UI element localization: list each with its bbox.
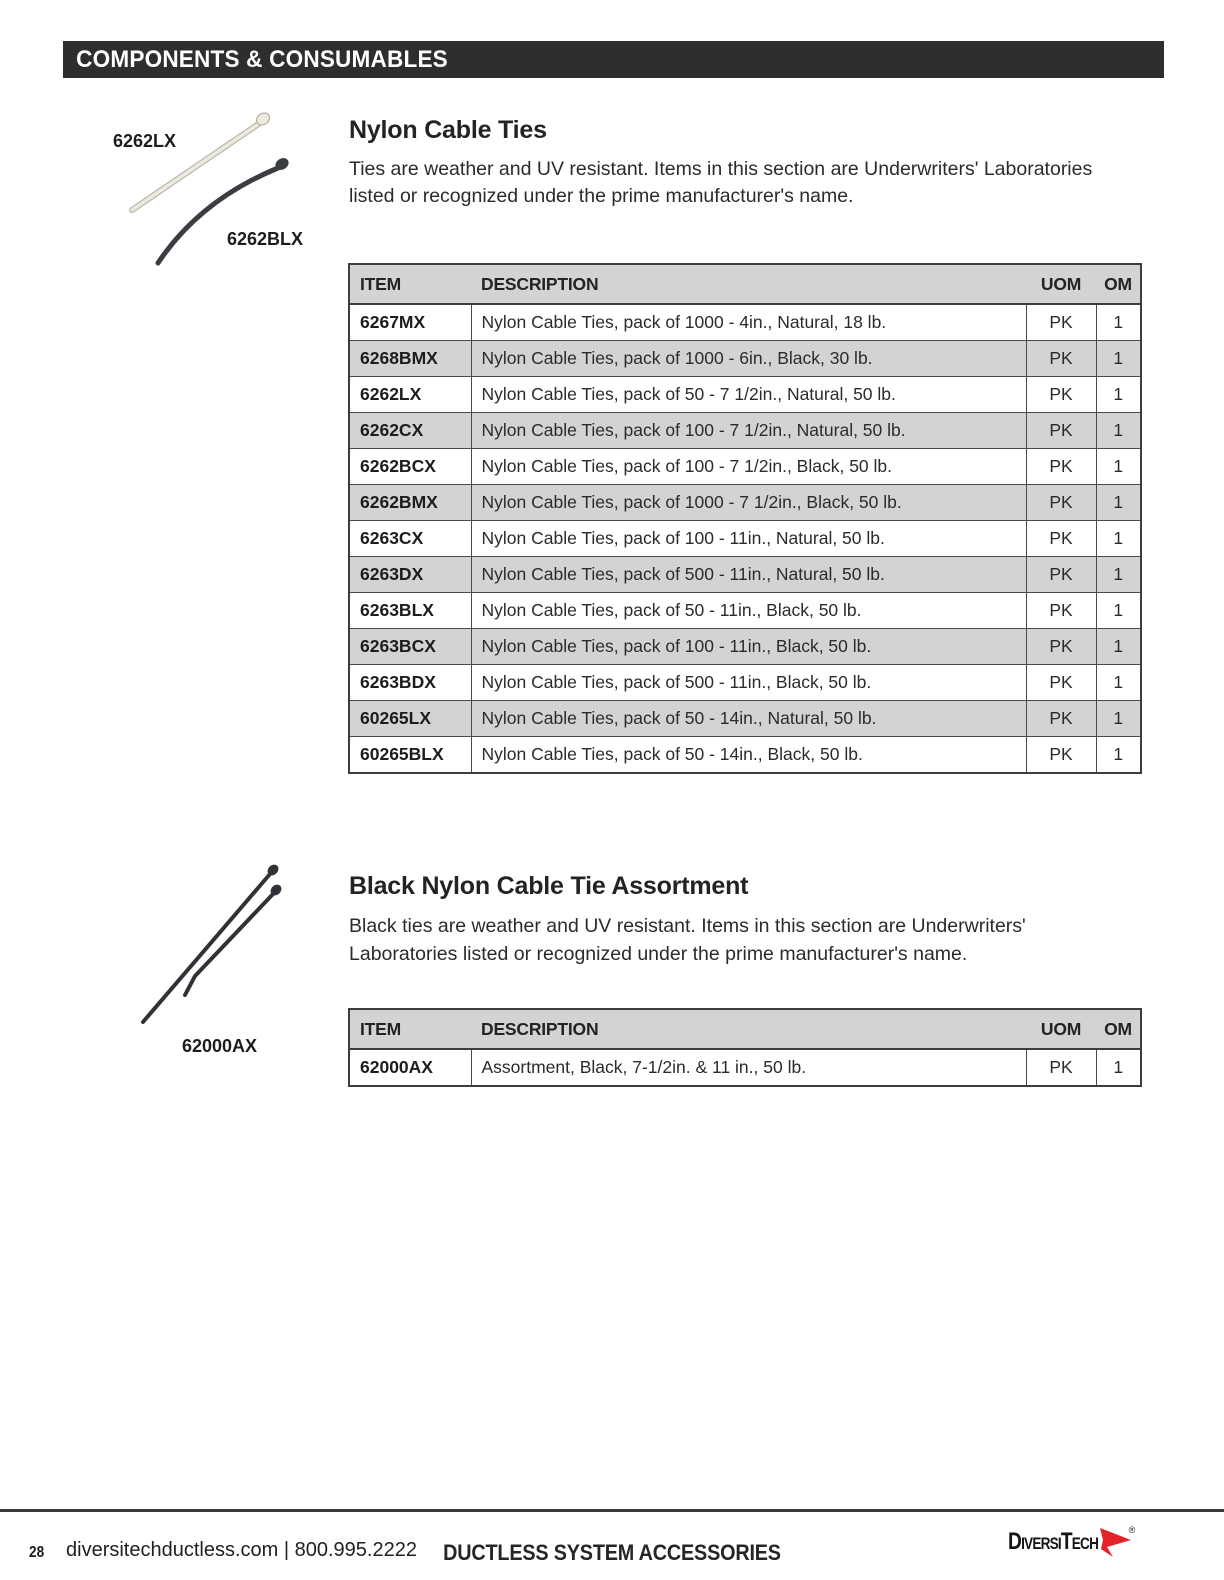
assortment-table	[348, 1008, 1142, 1087]
assortment-image	[135, 848, 300, 1038]
column-header-uom: UOM	[1026, 264, 1096, 304]
item-description: Nylon Cable Ties, pack of 1000 - 4in., Natural, 18 lb.	[471, 304, 1026, 341]
product-label-6262blx: 6262BLX	[227, 229, 304, 249]
item-uom: PK	[1026, 341, 1096, 377]
item-om: 1	[1096, 593, 1141, 629]
table-row	[349, 557, 1141, 593]
item-code: 60265BLX	[349, 737, 471, 774]
item-uom: PK	[1026, 1049, 1096, 1086]
item-description: Nylon Cable Ties, pack of 100 - 7 1/2in., Black, 50 lb.	[471, 449, 1026, 485]
nylon-cable-ties-table	[348, 263, 1142, 774]
item-code: 6268BMX	[349, 341, 471, 377]
footer-contact: diversitechductless.com | 800.995.2222	[66, 1539, 417, 1561]
section-title-nylon-cable-ties: Nylon Cable Ties	[349, 116, 547, 144]
table-row	[349, 629, 1141, 665]
item-om: 1	[1096, 701, 1141, 737]
item-description: Nylon Cable Ties, pack of 50 - 7 1/2in., Natural, 50 lb.	[471, 377, 1026, 413]
section-banner	[63, 41, 1164, 78]
item-code: 6263DX	[349, 557, 471, 593]
item-om: 1	[1096, 341, 1141, 377]
column-header-item: ITEM	[349, 264, 471, 304]
item-description: Nylon Cable Ties, pack of 1000 - 6in., Black, 30 lb.	[471, 341, 1026, 377]
item-uom: PK	[1026, 485, 1096, 521]
item-om: 1	[1096, 737, 1141, 774]
item-om: 1	[1096, 377, 1141, 413]
item-description: Nylon Cable Ties, pack of 500 - 11in., Natural, 50 lb.	[471, 557, 1026, 593]
table-row	[349, 665, 1141, 701]
item-om: 1	[1096, 629, 1141, 665]
registered-trademark: ®	[1128, 1525, 1136, 1535]
banner-title: COMPONENTS & CONSUMABLES	[76, 45, 448, 73]
table-header-row	[349, 264, 1141, 304]
table-row	[349, 737, 1141, 774]
table-row	[349, 593, 1141, 629]
section-title-black-assortment: Black Nylon Cable Tie Assortment	[349, 872, 749, 900]
brand-name: DiversiTech	[1008, 1528, 1099, 1555]
brand-arrow-icon	[1099, 1526, 1133, 1560]
table-row	[349, 377, 1141, 413]
table-row	[349, 304, 1141, 341]
column-header-item: ITEM	[349, 1009, 471, 1049]
table-row	[349, 701, 1141, 737]
table-row	[349, 449, 1141, 485]
item-description: Assortment, Black, 7-1/2in. & 11 in., 50 lb.	[471, 1049, 1026, 1086]
item-description: Nylon Cable Ties, pack of 50 - 11in., Black, 50 lb.	[471, 593, 1026, 629]
item-uom: PK	[1026, 304, 1096, 341]
item-om: 1	[1096, 304, 1141, 341]
item-code: 60265LX	[349, 701, 471, 737]
item-description: Nylon Cable Ties, pack of 500 - 11in., Black, 50 lb.	[471, 665, 1026, 701]
product-label-62000ax: 62000AX	[182, 1036, 258, 1056]
item-description: Nylon Cable Ties, pack of 100 - 7 1/2in., Natural, 50 lb.	[471, 413, 1026, 449]
column-header-description: DESCRIPTION	[471, 1009, 1026, 1049]
item-uom: PK	[1026, 665, 1096, 701]
item-uom: PK	[1026, 521, 1096, 557]
item-om: 1	[1096, 1049, 1141, 1086]
table-header-row	[349, 1009, 1141, 1049]
item-om: 1	[1096, 521, 1141, 557]
item-description: Nylon Cable Ties, pack of 100 - 11in., Black, 50 lb.	[471, 629, 1026, 665]
item-code: 6263BDX	[349, 665, 471, 701]
item-code: 6262CX	[349, 413, 471, 449]
item-om: 1	[1096, 449, 1141, 485]
column-header-uom: UOM	[1026, 1009, 1096, 1049]
item-code: 6267MX	[349, 304, 471, 341]
item-code: 6262LX	[349, 377, 471, 413]
item-code: 6263CX	[349, 521, 471, 557]
footer-section-title: DUCTLESS SYSTEM ACCESSORIES	[443, 1540, 781, 1565]
item-description: Nylon Cable Ties, pack of 1000 - 7 1/2in., Black, 50 lb.	[471, 485, 1026, 521]
item-om: 1	[1096, 413, 1141, 449]
section-description-nylon-cable-ties: Ties are weather and UV resistant. Items in this section are Underwriters' Laboratories listed or recognized under the prime manufacturer's name.	[349, 158, 1093, 207]
table-row	[349, 485, 1141, 521]
table-row	[349, 1049, 1141, 1086]
assortment-illustration	[135, 848, 300, 1033]
item-uom: PK	[1026, 377, 1096, 413]
footer-divider	[0, 1509, 1224, 1512]
product-label-6262lx: 6262LX	[113, 131, 177, 151]
column-header-description: DESCRIPTION	[471, 264, 1026, 304]
column-header-om: OM	[1096, 1009, 1141, 1049]
item-code: 62000AX	[349, 1049, 471, 1086]
item-uom: PK	[1026, 629, 1096, 665]
diversitech-logo	[1008, 1524, 1139, 1560]
item-code: 6262BCX	[349, 449, 471, 485]
item-code: 6263BLX	[349, 593, 471, 629]
item-uom: PK	[1026, 449, 1096, 485]
item-description: Nylon Cable Ties, pack of 100 - 11in., Natural, 50 lb.	[471, 521, 1026, 557]
item-description: Nylon Cable Ties, pack of 50 - 14in., Black, 50 lb.	[471, 737, 1026, 774]
item-description: Nylon Cable Ties, pack of 50 - 14in., Natural, 50 lb.	[471, 701, 1026, 737]
item-om: 1	[1096, 557, 1141, 593]
section-description-black-assortment: Black ties are weather and UV resistant. Items in this section are Underwriters' Laboratories listed or recognized under the prime manufacturer's name.	[349, 915, 1026, 965]
item-uom: PK	[1026, 701, 1096, 737]
item-uom: PK	[1026, 413, 1096, 449]
item-uom: PK	[1026, 737, 1096, 774]
item-uom: PK	[1026, 557, 1096, 593]
item-code: 6262BMX	[349, 485, 471, 521]
item-om: 1	[1096, 485, 1141, 521]
item-om: 1	[1096, 665, 1141, 701]
item-code: 6263BCX	[349, 629, 471, 665]
item-uom: PK	[1026, 593, 1096, 629]
table-row	[349, 521, 1141, 557]
page-number: 28	[29, 1544, 45, 1561]
table-row	[349, 413, 1141, 449]
column-header-om: OM	[1096, 264, 1141, 304]
table-row	[349, 341, 1141, 377]
